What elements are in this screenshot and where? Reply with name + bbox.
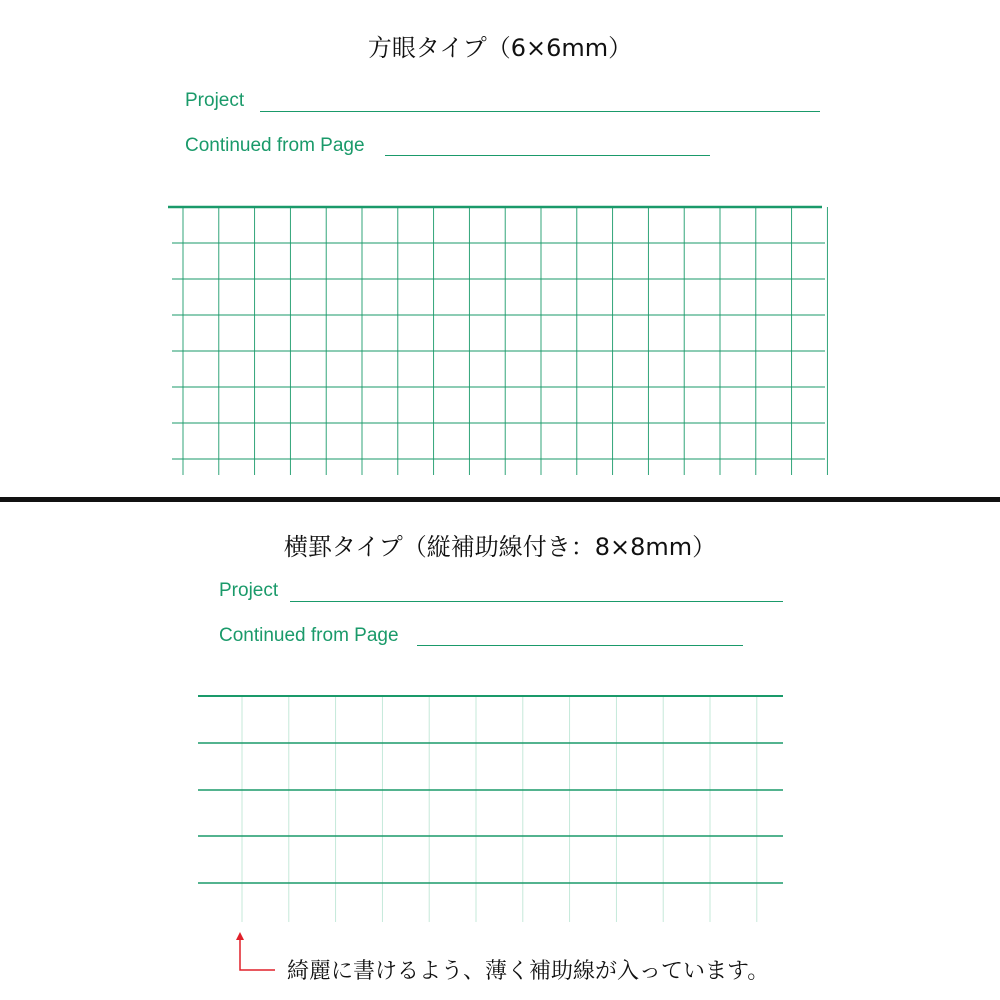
ruled-lines bbox=[198, 696, 783, 922]
ruled-type-heading: 横罫タイプ（縦補助線付き：8×8mm） bbox=[283, 533, 717, 561]
section-divider bbox=[0, 497, 1000, 502]
arrow-up-icon bbox=[230, 930, 280, 980]
ruled-continued-line bbox=[417, 645, 743, 646]
ruled-continued-label: Continued from Page bbox=[219, 625, 399, 646]
grid-type-heading: 方眼タイプ（6×6mm） bbox=[367, 34, 633, 62]
ruled-project-label: Project bbox=[219, 580, 279, 601]
grid-lines bbox=[168, 207, 827, 475]
ruled-project-line bbox=[290, 601, 783, 602]
grid-continued-label: Continued from Page bbox=[185, 135, 365, 156]
grid-project-label: Project bbox=[185, 90, 245, 111]
note-text: 綺麗に書けるよう、薄く補助線が入っています。 bbox=[287, 959, 770, 984]
